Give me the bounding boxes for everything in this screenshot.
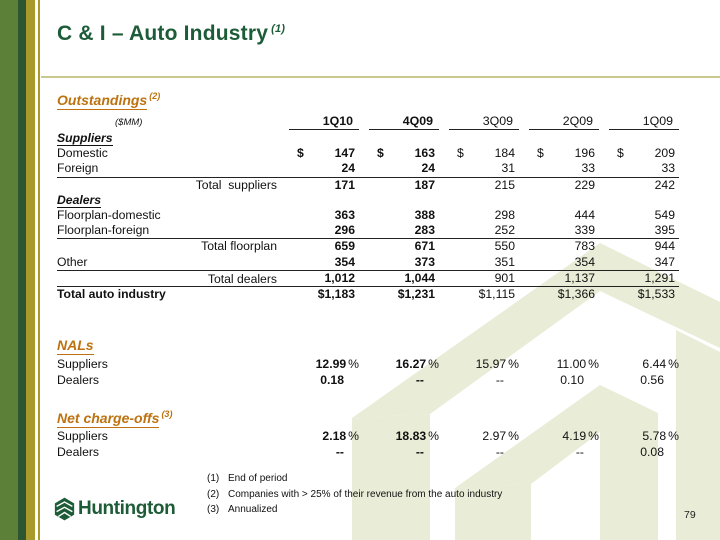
table-row [57,146,679,161]
percent-sign: % [348,429,359,443]
table-cell: $1,231 [397,286,435,301]
row-label: Total dealers [207,271,277,286]
row-label: Total auto industry [57,286,166,301]
row-label: Floorplan-domestic [57,207,161,222]
table-header-row [57,113,679,130]
table-row [57,287,679,302]
table-cell: 901 [449,271,519,287]
row-label: Total suppliers [195,177,277,192]
table-cell: 242 [654,177,675,192]
nals-heading [57,337,94,353]
table-cell: 283 [414,223,435,238]
percent-sign: % [348,357,359,371]
percent-sign: % [428,357,439,371]
dollar-sign: $ [457,146,464,161]
table-row [57,255,679,271]
cell-value: 163 [414,146,435,161]
table-cell: 24 [421,161,435,176]
row-label: Other [57,254,88,269]
table-row [57,356,679,372]
table-cell: 0.08 [640,445,664,460]
table-cell: 373 [414,254,435,269]
table-cell: 1,137 [529,271,599,287]
row-label: Domestic [57,146,108,161]
table-cell: 31 [501,161,515,176]
huntington-hexagon-icon [54,497,75,521]
dollar-sign: $ [297,146,304,161]
net-charge-offs-table [57,428,679,461]
footnote-marker: (1) [207,473,220,484]
table-cell [609,146,679,161]
outstandings-heading [57,91,160,108]
percent-sign: % [508,429,519,443]
column-header: 1Q09 [609,114,679,130]
row-label: Foreign [57,161,99,176]
footnote-text: Annualized [228,504,278,515]
table-cell: 298 [494,207,515,222]
table-row [57,208,679,223]
table-cell: 5.78 % [642,429,679,443]
table-cell: 659 [334,239,355,254]
nals-table [57,356,679,389]
table-row [57,223,679,239]
table-cell: 549 [654,207,675,222]
table-cell: $1,115 [478,286,515,301]
footnote-text: End of period [228,473,288,484]
outstandings-table [57,113,679,302]
table-cell: 33 [581,161,595,176]
column-header: 1Q10 [289,114,359,130]
footnotes [207,471,502,518]
table-cell [449,146,519,161]
table-cell: -- [495,373,504,388]
table-cell: -- [575,445,584,460]
table-cell: 16.27 % [395,357,439,371]
table-cell: 783 [574,239,595,254]
footnote-marker: (2) [207,488,220,500]
table-cell: 296 [334,223,355,238]
table-cell: 354 [334,254,355,269]
table-cell: 18.83 % [395,429,439,443]
percent-sign: % [588,429,599,443]
table-cell: 33 [661,161,675,176]
table-row [57,239,679,254]
table-row [57,271,679,287]
column-header: 3Q09 [449,114,519,130]
unit-label: ($MM) [115,117,143,128]
column-header: 2Q09 [529,114,599,130]
page-number: 79 [684,509,696,521]
table-row [57,178,679,193]
huntington-wordmark: Huntington [78,498,176,519]
table-cell: $1,533 [637,286,675,301]
footnote [207,487,502,503]
table-cell: 550 [494,239,515,254]
footnote [207,502,502,518]
percent-sign: % [508,357,519,371]
section-label: Suppliers [57,131,113,145]
title-divider [41,76,720,78]
table-cell [529,146,599,161]
table-cell: 395 [654,223,675,238]
table-cell: 11.00 % [556,357,599,371]
cell-value: 209 [654,146,675,161]
page-title-footnote-ref: (1) [271,23,286,35]
table-cell: 1,044 [369,271,439,287]
percent-sign: % [668,429,679,443]
row-label [57,131,279,146]
table-cell: -- [415,445,424,460]
table-cell: 252 [494,223,515,238]
table-cell: 0.56 [640,373,664,388]
table-cell: 24 [341,161,355,176]
outstandings-heading-text: Outstandings [57,92,148,108]
net-charge-offs-heading-text: Net charge-offs [57,410,160,426]
table-cell: 347 [654,254,675,269]
table-cell: 215 [494,177,515,192]
table-cell: 6.44 % [642,357,679,371]
table-cell: 363 [334,207,355,222]
table-cell: 354 [574,254,595,269]
row-label [57,193,279,208]
row-label: Dealers [57,373,99,388]
column-header: 4Q09 [369,114,439,130]
table-row [57,161,679,177]
table-cell: 2.97 % [482,429,519,443]
cell-value: 184 [494,146,515,161]
percent-sign: % [588,357,599,371]
table-cell: $1,183 [317,286,355,301]
net-charge-offs-footnote-ref: (3) [161,409,173,419]
table-row [57,193,679,208]
table-cell [369,146,439,161]
dollar-sign: $ [377,146,384,161]
huntington-logo [54,497,175,521]
table-cell: 2.18 % [322,429,359,443]
table-cell: 0.10 [560,373,584,388]
table-cell: 0.18 [320,373,344,388]
section-label: Dealers [57,192,102,207]
percent-sign: % [668,357,679,371]
table-cell: 171 [334,177,355,192]
table-row [57,444,679,460]
page-title [57,22,285,46]
percent-sign: % [428,429,439,443]
table-cell: 12.99 % [315,357,359,371]
outstandings-footnote-ref: (2) [149,91,161,101]
table-cell: -- [495,445,504,460]
table-row [57,428,679,444]
cell-value: 196 [574,146,595,161]
footnote [207,471,502,487]
nals-heading-text: NALs [57,337,94,353]
footnote-marker: (3) [207,504,220,515]
table-cell [289,146,359,161]
table-cell: 4.19 % [562,429,599,443]
table-cell: $1,366 [557,286,595,301]
table-cell: -- [335,445,344,460]
row-label: Suppliers [57,357,108,371]
dollar-sign: $ [617,146,624,161]
table-cell: 339 [574,223,595,238]
row-label: Floorplan-foreign [57,223,150,238]
table-cell: 15.97 % [475,357,519,371]
row-label: Total floorplan [201,239,277,254]
row-label: Dealers [57,445,99,460]
table-cell: 1,012 [289,271,359,287]
table-cell: 229 [574,177,595,192]
table-row [57,372,679,388]
table-cell: 388 [414,207,435,222]
table-cell: 671 [414,239,435,254]
table-cell: 187 [414,177,435,192]
cell-value: 147 [334,146,355,161]
table-cell: 444 [574,207,595,222]
footnote-text: Companies with > 25% of their revenue from the auto industry [228,488,503,500]
dollar-sign: $ [537,146,544,161]
net-charge-offs-heading [57,409,172,426]
page-title-text: C & I – Auto Industry [57,22,269,45]
table-cell: 1,291 [609,271,679,287]
table-cell: 944 [654,239,675,254]
table-row [57,131,679,146]
table-cell: 351 [494,254,515,269]
row-label: Suppliers [57,429,108,443]
table-cell: -- [415,373,424,388]
